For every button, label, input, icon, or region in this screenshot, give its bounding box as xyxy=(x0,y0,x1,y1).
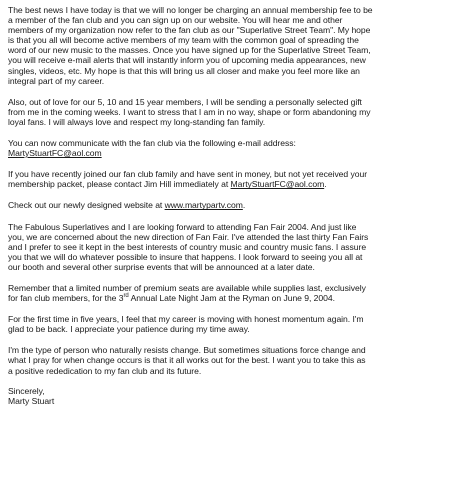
text-line: a positive rededication to my fan club and its future. xyxy=(8,365,202,376)
text-line: word of our new music to the masses. Once you have signed up for the Superlative Street Team, xyxy=(8,45,371,56)
paragraph-website xyxy=(8,200,457,210)
text-line: from me in the coming weeks. I want to stress that I am in no way, shape or form abandoning my xyxy=(8,106,371,117)
paragraph-membership-packet xyxy=(8,169,457,189)
text-fragment: . xyxy=(324,179,327,190)
text-line: I'm the type of person who naturally resists change. But sometimes situations force change and xyxy=(8,345,366,356)
text-line: a member of the fan club and you can sign up on our website. You will hear me and other xyxy=(8,15,343,26)
text-fragment: membership packet, please contact Jim Hill immediately at xyxy=(8,179,231,190)
text-line: loyal fans. I will always love and respect my long-standing fan family. xyxy=(8,116,266,127)
paragraph-change xyxy=(8,345,457,375)
text-fragment: for fan club members, for the 3 xyxy=(8,293,124,304)
sign-off xyxy=(8,386,457,406)
text-fragment: . xyxy=(242,200,246,211)
text-line: You can now communicate with the fan club via the following e-mail address: xyxy=(8,138,296,149)
text-line: Also, out of love for our 5, 10 and 15 year members, I will be sending a personally selected gift xyxy=(8,96,362,107)
text-line: is that you all will become active members of my team with the common goal of spreading the xyxy=(8,35,359,46)
ordinal-suffix: rd xyxy=(123,293,129,300)
text-line: If you have recently joined our fan club family and have sent in money, but not yet received your xyxy=(8,169,368,180)
paragraph-contact-email xyxy=(8,138,457,158)
text-line: you will receive e-mail alerts that will instantly inform you of upcoming media appearances, new xyxy=(8,55,366,66)
text-line: members of my organization now refer to the fan club as our "Superlative Street Team". My hope xyxy=(8,25,371,36)
text-fragment: Annual Late Night Jam at the Ryman on June 9, 2004. xyxy=(128,293,335,304)
email-link[interactable]: MartyStuartFC@aol.com xyxy=(8,148,102,159)
paragraph-premium-seats xyxy=(8,283,457,303)
signature-name: Marty Stuart xyxy=(8,395,55,406)
text-line: integral part of my career. xyxy=(8,75,105,86)
text-line: singles, videos, etc. My hope is that this will bring us all closer and make you feel more like an xyxy=(8,65,360,76)
paragraph-fan-fair xyxy=(8,222,457,272)
email-link[interactable]: MartyStuartFC@aol.com xyxy=(230,179,325,190)
paragraph-membership-news xyxy=(8,5,457,86)
text-line: The best news I have today is that we will no longer be charging an annual membership fee to be xyxy=(8,5,373,15)
text-line: For the first time in five years, I feel that my career is moving with honest momentum again. I'm xyxy=(8,314,364,325)
closing-text: Sincerely, xyxy=(8,385,45,396)
text-fragment: Check out our newly designed website at xyxy=(8,200,165,211)
text-line: Remember that a limited number of premium seats are available while supplies last, exclusively xyxy=(8,282,366,293)
text-line: glad to be back. I appreciate your patience during my time away. xyxy=(8,324,250,335)
text-line: our booth and several other surprise events that will be announced at a later date. xyxy=(8,261,315,272)
paragraph-gift xyxy=(8,97,457,127)
text-line: The Fabulous Superlatives and I are looking forward to attending Fan Fair 2004. And just like xyxy=(8,221,357,232)
text-line: what I pray for when change occurs is that it all works out for the best. I want you to take this as xyxy=(8,355,366,366)
website-link[interactable]: www.martypartv.com xyxy=(164,200,243,211)
text-line: you, we are concerned about the new direction of Fan Fair. I've attended the last thirty Fan Fairs xyxy=(8,231,369,242)
paragraph-career xyxy=(8,314,457,334)
text-line: you that we will do whatever possible to insure that happens. I look forward to seeing you all at xyxy=(8,251,363,262)
text-line: and I prefer to see it kept in the best interests of country music and country music fans. I assure xyxy=(8,241,367,252)
